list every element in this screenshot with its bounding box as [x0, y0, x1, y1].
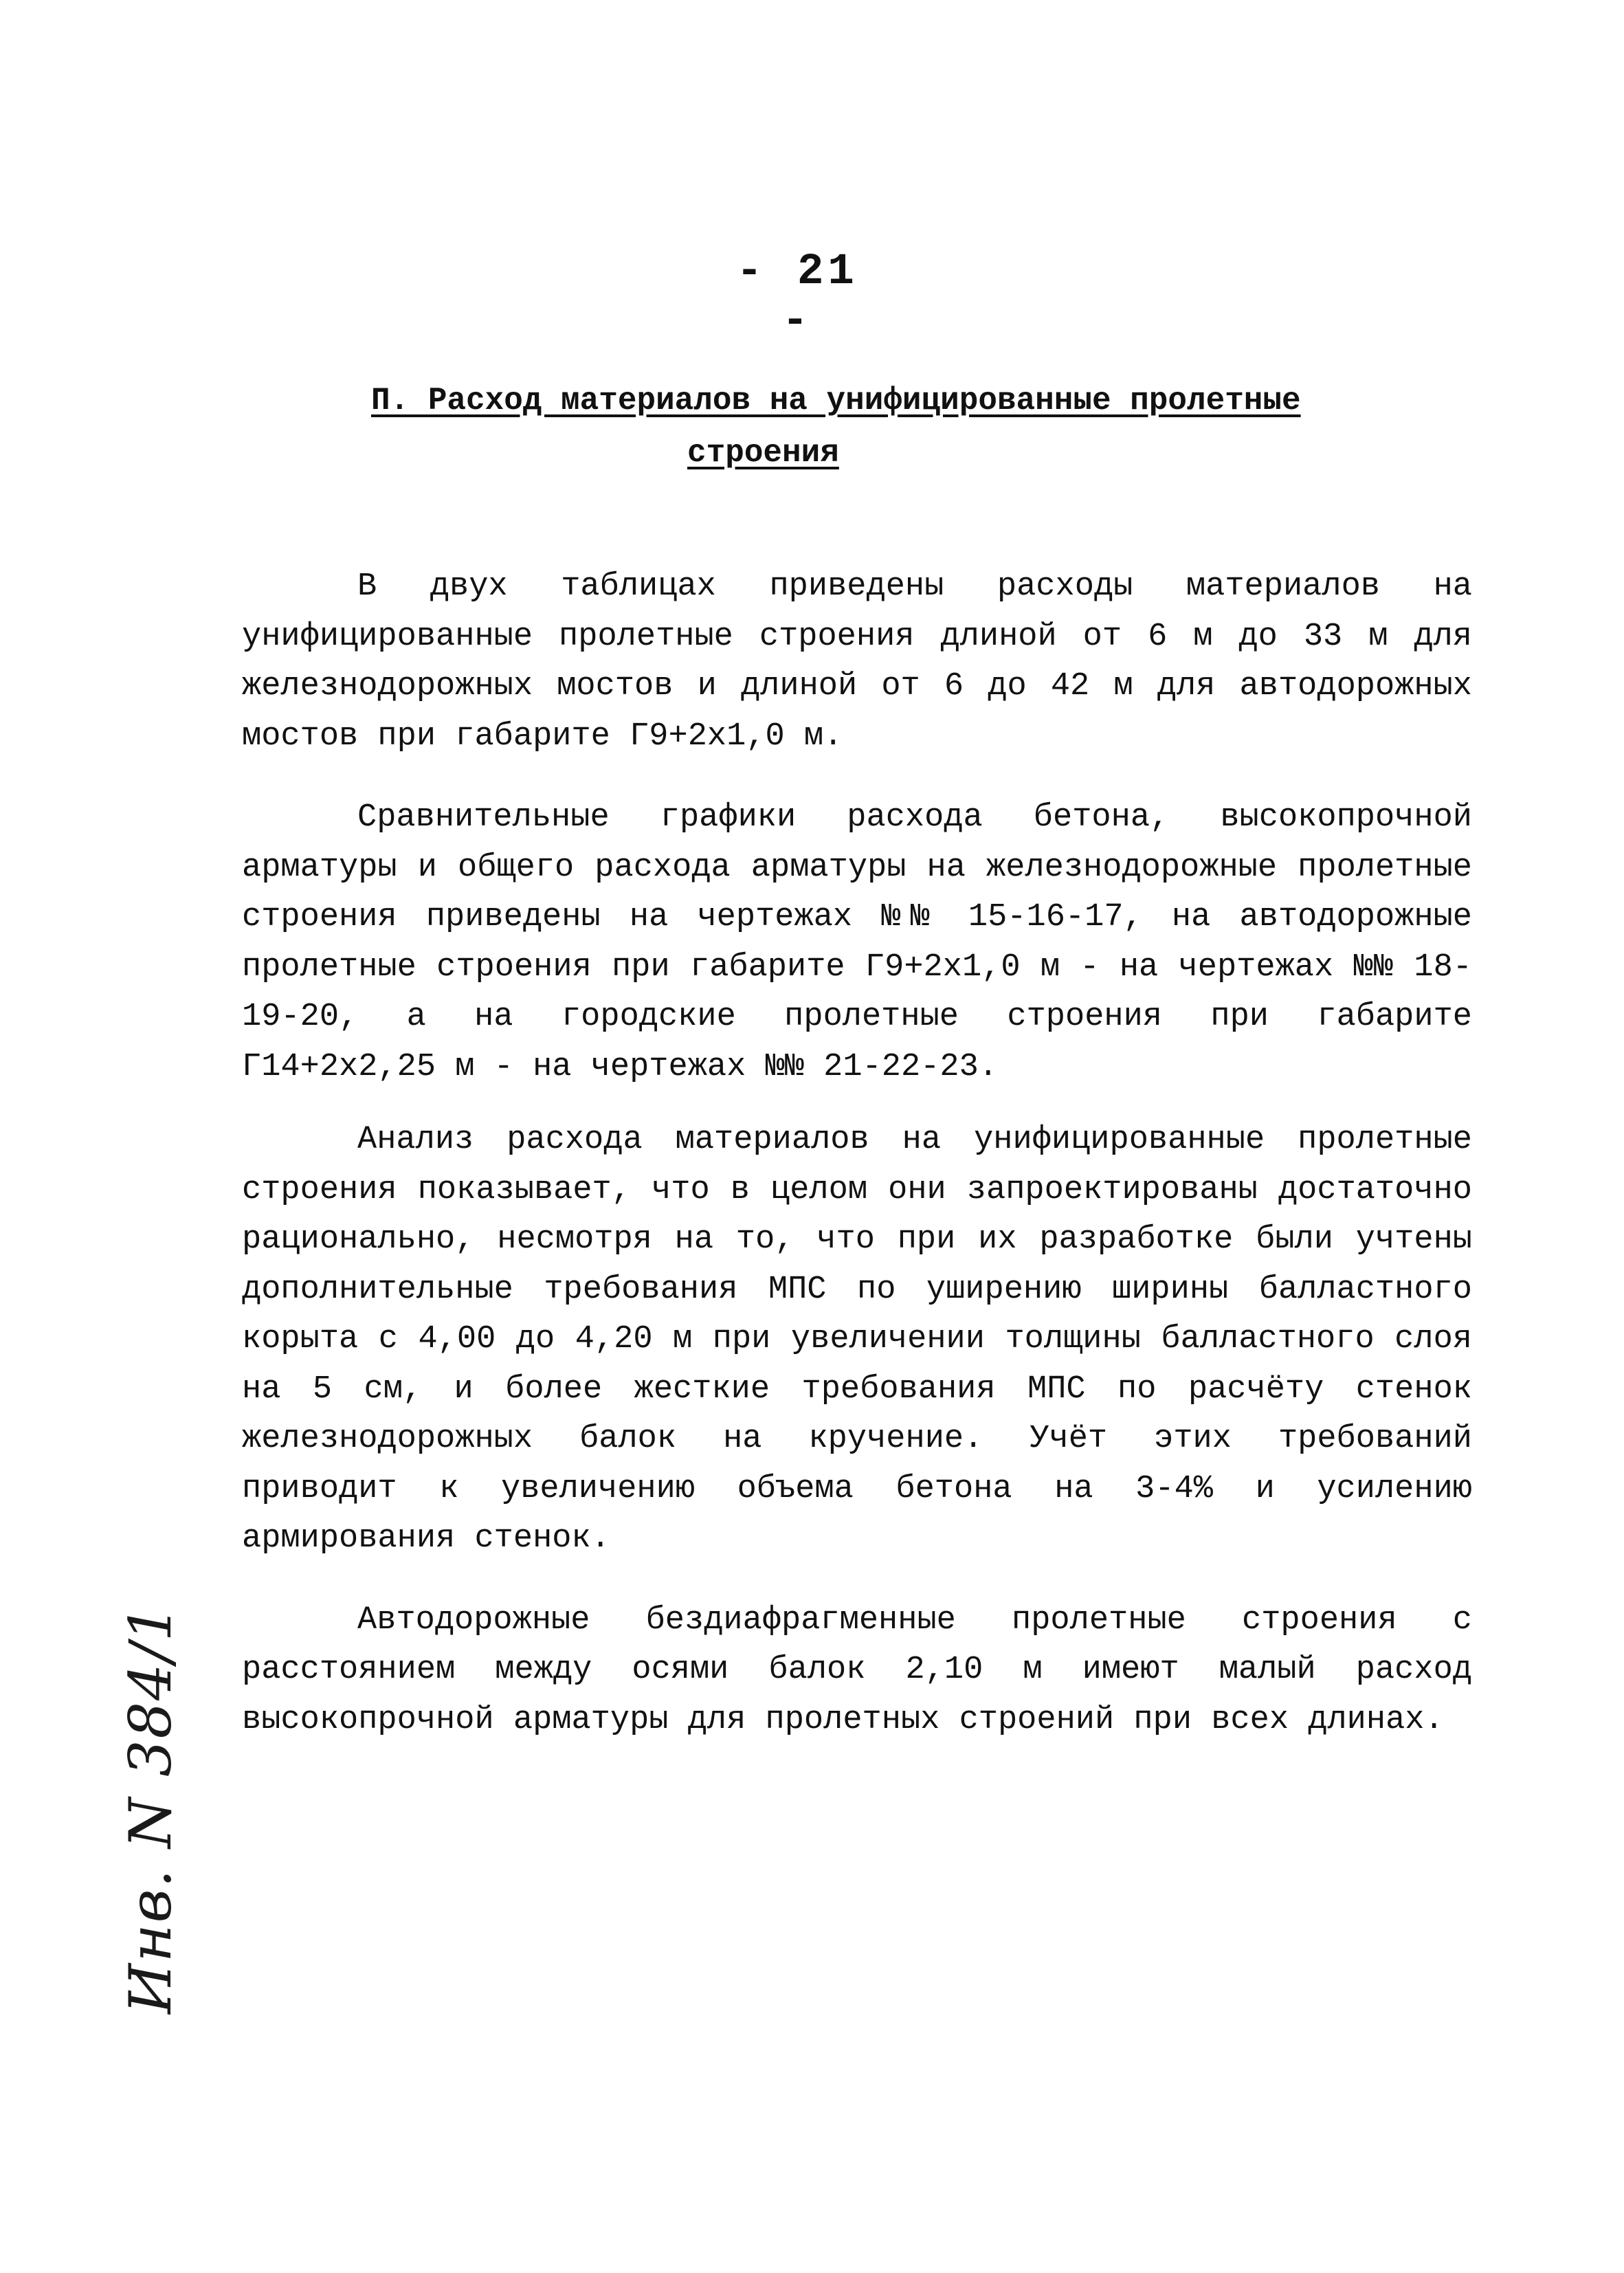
- inventory-stamp: Инв. N 384/1: [117, 1603, 184, 2014]
- section-heading-line2: строения: [687, 435, 839, 471]
- page-number: - 21 -: [736, 247, 858, 346]
- paragraph-1: В двух таблицах приведены расходы материалов на унифицированные пролетные строения длиной от 6 м до 33 м для железнодорожных мостов и длиной от 6 до 42 м для автодорожных мостов при габарите Г9+2х1,0 м.: [242, 568, 1472, 755]
- paragraph-3: Анализ расхода материалов на унифицированные пролетные строения показывает, что в целом они запроектированы достаточно рационально, несмотря на то, что при их разработке были учтены дополнительные требования МПС по уширению ширины балластного корыта с 4,00 до 4,20 м при увеличении толщины балластного слоя на 5 см, и более жесткие требования МПС по расчёту стенок железнодорожных балок на кручение. Учёт этих требований приводит к увеличению объема бетона на 3-4% и усилению армирования стенок.: [242, 1122, 1472, 1557]
- section-heading: [371, 375, 1430, 479]
- body-text: [242, 562, 1472, 1745]
- paragraph-2: Сравнительные графики расхода бетона, высокопрочной арматуры и общего расхода арматуры на железнодорожные пролетные строения приведены на чертежах №№ 15-16-17, на автодорожные пролетные строения при габарите Г9+2х1,0 м - на чертежах №№ 18-19-20, а на городские пролетные строения при габарите Г14+2х2,25 м - на чертежах №№ 21-22-23.: [242, 799, 1472, 1085]
- section-heading-line1: П. Расход материалов на унифицированные пролетные: [371, 383, 1301, 419]
- paragraph-4: Автодорожные бездиафрагменные пролетные строения с расстоянием между осями балок 2,10 м имеют малый расход высокопрочной арматуры для пролетных строений при всех длинах.: [242, 1601, 1472, 1738]
